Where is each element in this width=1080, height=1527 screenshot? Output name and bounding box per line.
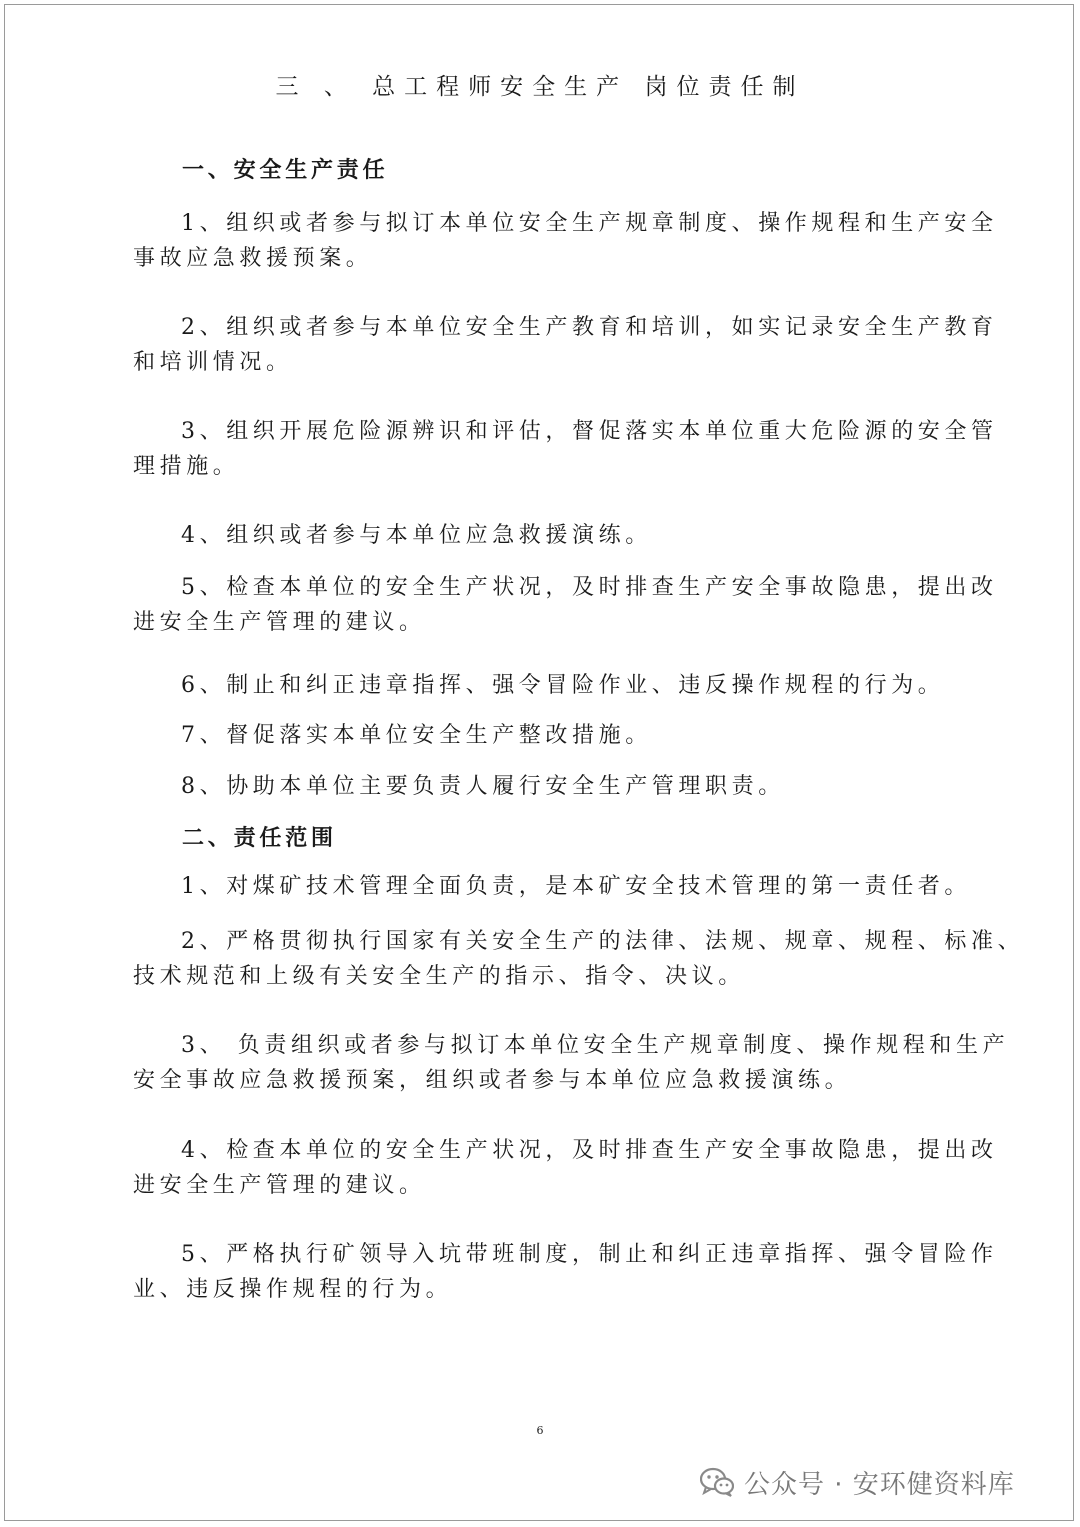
paragraph-line: 业、违反操作规程的行为。 xyxy=(133,1277,453,1302)
wechat-icon xyxy=(700,1467,734,1497)
paragraph-line: 事故应急救援预案。 xyxy=(133,246,373,271)
paragraph-line: 1、对煤矿技术管理全面负责，是本矿安全技术管理的第一责任者。 xyxy=(181,874,971,899)
watermark xyxy=(700,1462,1015,1502)
paragraph-line: 3、 负责组织或者参与拟订本单位安全生产规章制度、操作规程和生产 xyxy=(181,1033,1010,1058)
paragraph-line: 8、协助本单位主要负责人履行安全生产管理职责。 xyxy=(181,774,785,799)
paragraph-line: 进安全生产管理的建议。 xyxy=(133,610,426,635)
section-heading-scope: 二、责任范围 xyxy=(182,825,337,851)
paragraph-line: 6、制止和纠正违章指挥、强令冒险作业、违反操作规程的行为。 xyxy=(181,673,945,698)
paragraph-line: 7、督促落实本单位安全生产整改措施。 xyxy=(181,723,652,748)
document-title: 三 、 总工程师安全生产 岗位责任制 xyxy=(275,74,805,100)
paragraph-line: 和培训情况。 xyxy=(133,350,293,375)
paragraph-line: 5、检查本单位的安全生产状况，及时排查生产安全事故隐患，提出改 xyxy=(181,575,998,600)
paragraph-line: 进安全生产管理的建议。 xyxy=(133,1173,426,1198)
paragraph-line: 1、组织或者参与拟订本单位安全生产规章制度、操作规程和生产安全 xyxy=(181,211,998,236)
watermark-text: 公众号 · 安环健资料库 xyxy=(744,1469,1015,1500)
paragraph-line: 理措施。 xyxy=(133,454,240,479)
paragraph-line: 2、严格贯彻执行国家有关安全生产的法律、法规、规章、规程、标准、 xyxy=(181,929,1025,954)
section-heading-responsibility: 一、安全生产责任 xyxy=(182,157,389,183)
paragraph-line: 2、组织或者参与本单位安全生产教育和培训，如实记录安全生产教育 xyxy=(181,315,998,340)
paragraph-line: 4、组织或者参与本单位应急救援演练。 xyxy=(181,523,652,548)
paragraph-line: 安全事故应急救援预案，组织或者参与本单位应急救援演练。 xyxy=(133,1068,852,1093)
paragraph-line: 5、严格执行矿领导入坑带班制度，制止和纠正违章指挥、强令冒险作 xyxy=(181,1242,998,1267)
paragraph-line: 技术规范和上级有关安全生产的指示、指令、决议。 xyxy=(133,964,745,989)
page-number: 6 xyxy=(536,1424,544,1437)
paragraph-line: 4、检查本单位的安全生产状况，及时排查生产安全事故隐患，提出改 xyxy=(181,1138,998,1163)
paragraph-line: 3、组织开展危险源辨识和评估，督促落实本单位重大危险源的安全管 xyxy=(181,419,998,444)
